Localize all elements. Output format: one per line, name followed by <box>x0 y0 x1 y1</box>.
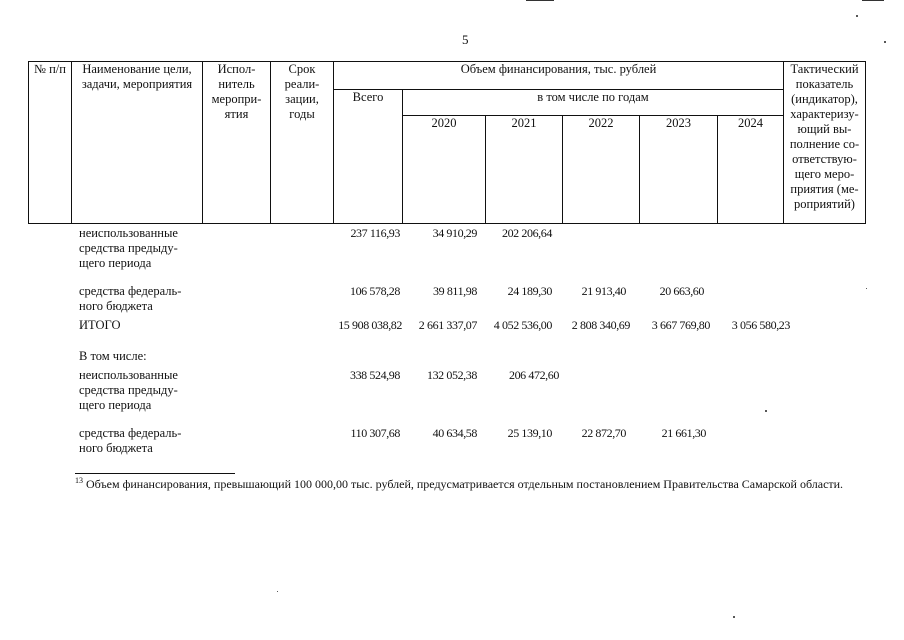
header-num: № п/п <box>29 62 72 224</box>
header-name: Наименование цели, задачи, мероприятия <box>72 62 203 224</box>
header-by-years: в том числе по годам <box>403 90 784 116</box>
header-term: Срок реали-зации, годы <box>271 62 334 224</box>
header-indicator: Тактический показатель (индикатор), характеризу-ющий вы-полнение со-ответствую-щего меро-приятия (ме-роприятий) <box>784 62 866 224</box>
cell-2021: 202 206,64 <box>501 226 552 240</box>
top-edge-line <box>862 0 884 1</box>
scan-speck <box>277 591 278 592</box>
cell-total: 338 524,98 <box>349 368 400 382</box>
cell-total: 110 307,68 <box>350 426 400 440</box>
footnote-text: Объем финансирования, превышающий 100 000,00 тыс. рублей, предусматривается отдельным постановлением Правительства Самарской области. <box>83 477 844 491</box>
row-label: средства федераль-ного бюджета <box>79 284 182 313</box>
scan-speck <box>884 41 886 43</box>
cell-2021: 25 139,10 <box>507 426 552 440</box>
scan-speck <box>765 410 767 412</box>
footnote <box>75 476 843 492</box>
cell-2020: 132 052,38 <box>426 368 477 382</box>
header-funding: Объем финансирования, тыс. рублей <box>334 62 784 90</box>
cell-2020: 40 634,58 <box>432 426 477 440</box>
page-number: 5 <box>462 32 469 47</box>
row-label: средства федераль-ного бюджета <box>79 426 182 455</box>
header-year: 2021 <box>486 116 563 224</box>
cell-2021: 4 052 536,00 <box>493 318 552 332</box>
cell-2023: 21 661,30 <box>661 426 706 440</box>
header-year: 2024 <box>718 116 784 224</box>
header-year: 2023 <box>640 116 718 224</box>
cell-2022: 21 913,40 <box>581 284 626 298</box>
cell-2023: 20 663,60 <box>659 284 704 298</box>
scan-speck <box>866 288 867 289</box>
top-edge-line <box>526 0 554 1</box>
cell-2021: 206 472,60 <box>508 368 559 382</box>
cell-total: 237 116,93 <box>350 226 400 240</box>
header-total: Всего <box>334 90 403 224</box>
cell-2022: 22 872,70 <box>581 426 626 440</box>
row-label-subheading: В том числе: <box>79 349 147 363</box>
cell-2024: 3 056 580,23 <box>731 318 790 332</box>
cell-2020: 39 811,98 <box>433 284 477 298</box>
row-label-total: ИТОГО <box>79 318 121 332</box>
row-label: неиспользованные средства предыду-щего периода <box>79 226 178 270</box>
cell-2022: 2 808 340,69 <box>571 318 630 332</box>
row-label: неиспользованные средства предыду-щего периода <box>79 368 178 412</box>
footnote-separator <box>75 473 235 474</box>
footnote-mark: 13 <box>75 476 83 485</box>
cell-2020: 2 661 337,07 <box>418 318 477 332</box>
cell-total: 106 578,28 <box>349 284 400 298</box>
table-header <box>28 61 866 224</box>
header-year: 2022 <box>563 116 640 224</box>
cell-2020: 34 910,29 <box>432 226 477 240</box>
header-executor: Испол-нитель меропри-ятия <box>203 62 271 224</box>
scan-speck <box>856 15 858 17</box>
cell-2023: 3 667 769,80 <box>651 318 710 332</box>
header-year: 2020 <box>403 116 486 224</box>
cell-total: 15 908 038,82 <box>338 318 402 332</box>
cell-2021: 24 189,30 <box>507 284 552 298</box>
scan-speck <box>733 616 735 618</box>
